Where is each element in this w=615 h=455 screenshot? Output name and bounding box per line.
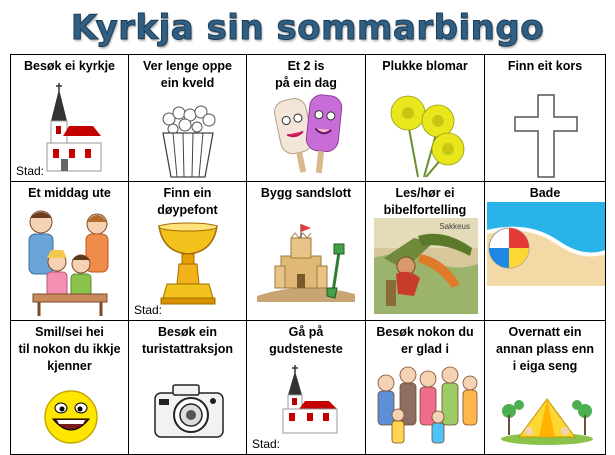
bingo-cell-eat-out[interactable] — [11, 182, 129, 321]
bingo-cell-baptismal-font[interactable] — [129, 182, 247, 321]
cell-label: Ver lenge oppe ein kveld — [143, 59, 232, 90]
bingo-cell-sleep-elsewhere[interactable] — [485, 321, 606, 455]
bingo-cell-smile-hello[interactable] — [11, 321, 129, 455]
cell-label: Finn eit kors — [507, 59, 583, 73]
cell-label: Bade — [529, 186, 561, 200]
bingo-grid — [10, 54, 606, 455]
beach-ball-icon — [487, 202, 606, 286]
stad-label: Stad: — [134, 303, 163, 317]
flowers-icon — [388, 93, 468, 179]
bingo-cell-visit-church[interactable] — [11, 55, 129, 182]
bible-story-picture — [374, 218, 478, 314]
smiley-icon — [43, 389, 99, 445]
bingo-cell-pick-flowers[interactable] — [366, 55, 485, 182]
picture-caption: Sakkeus — [439, 222, 470, 231]
cell-label: Et 2 is på ein dag — [275, 59, 337, 90]
church-icon — [35, 81, 107, 176]
cell-label: Finn ein døypefont — [157, 186, 218, 217]
cell-label: Et middag ute — [28, 186, 111, 200]
cross-icon — [513, 93, 579, 179]
bingo-cell-two-ice-creams[interactable] — [247, 55, 366, 182]
bingo-cell-swim[interactable] — [485, 182, 606, 321]
bingo-cell-visit-loved-one[interactable] — [366, 321, 485, 455]
popcorn-icon — [157, 105, 219, 179]
church-icon — [271, 365, 343, 435]
cell-label: Besøk nokon du er glad i — [376, 325, 474, 356]
family-icon — [372, 361, 480, 451]
bingo-cell-find-cross[interactable] — [485, 55, 606, 182]
cell-label: Besøk ein turistattraksjon — [142, 325, 233, 356]
bingo-cell-stay-up-late[interactable] — [129, 55, 247, 182]
sandcastle-icon — [255, 222, 357, 306]
baptismal-font-icon — [155, 222, 221, 308]
ice-cream-icon — [269, 93, 347, 179]
tent-icon — [499, 389, 595, 445]
cell-label: Besøk ei kyrkje — [23, 59, 116, 73]
cell-label: Smil/sei hei til nokon du ikkje kjenner — [18, 325, 121, 373]
page-title: Kyrkja sin sommarbingo — [70, 8, 545, 48]
bingo-cell-tourist-attraction[interactable] — [129, 321, 247, 455]
cell-label: Les/hør ei bibelfortelling — [383, 186, 467, 217]
camera-icon — [151, 377, 227, 441]
bingo-cell-attend-service[interactable] — [247, 321, 366, 455]
cell-label: Overnatt ein annan plass enn i eiga seng — [496, 325, 594, 373]
cell-label: Gå på gudsteneste — [269, 325, 343, 356]
cell-label: Bygg sandslott — [260, 186, 352, 200]
stad-label: Stad: — [252, 437, 281, 451]
bingo-cell-build-sandcastle[interactable] — [247, 182, 366, 321]
stad-label: Stad: — [16, 164, 45, 178]
bingo-cell-bible-story[interactable] — [366, 182, 485, 321]
family-meal-icon — [19, 204, 121, 318]
cell-label: Plukke blomar — [382, 59, 468, 73]
